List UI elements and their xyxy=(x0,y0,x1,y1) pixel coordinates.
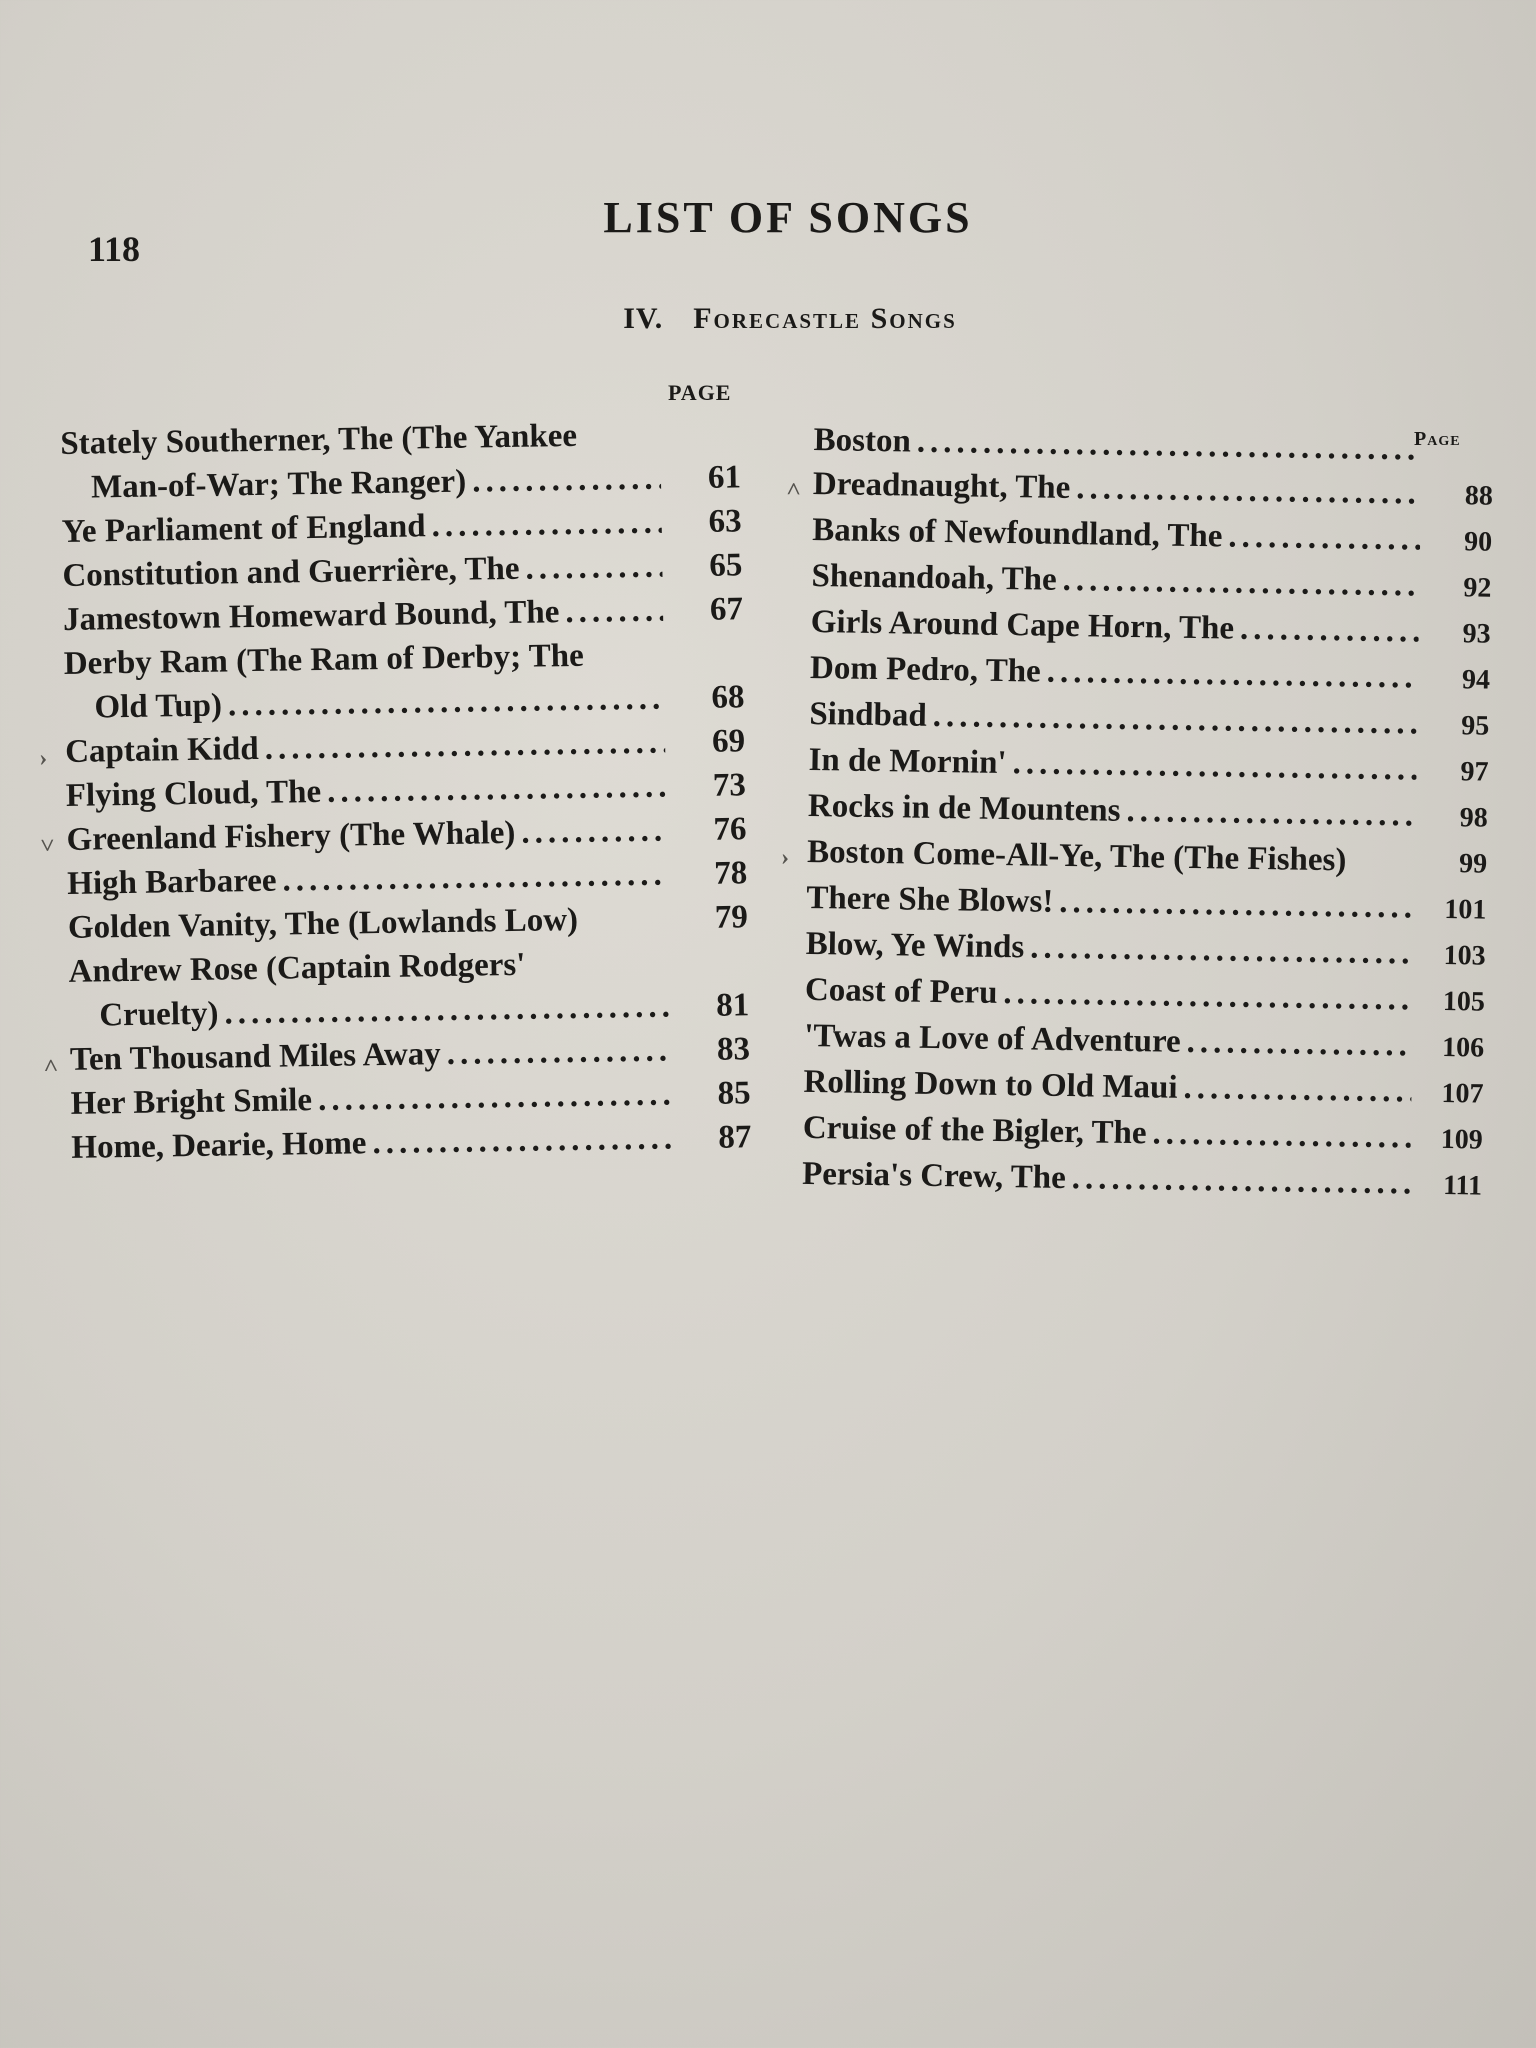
dot-leader xyxy=(318,1072,671,1122)
pencil-check-mark-icon: ˄ xyxy=(786,476,801,503)
dot-leader xyxy=(1030,925,1414,975)
song-page-number: 107 xyxy=(1441,1077,1484,1110)
song-page-number: 111 xyxy=(1442,1169,1483,1202)
song-title: Ten Thousand Miles Away xyxy=(69,1036,442,1078)
song-page-number: 65 xyxy=(709,547,743,584)
song-title: In de Mornin' xyxy=(808,741,1007,782)
song-title-part: Cruelty) xyxy=(99,995,219,1034)
song-entry xyxy=(71,1115,752,1170)
right-page-column-header: Page xyxy=(1414,428,1461,450)
right-song-list xyxy=(780,418,1494,1209)
section-numeral: IV. xyxy=(623,302,664,335)
song-title: Dreadnaught, The xyxy=(812,465,1071,507)
page-title: LIST OF SONGS xyxy=(603,193,973,242)
song-title: High Barbaree xyxy=(66,862,277,902)
song-title: Constitution and Guerrière, The xyxy=(62,550,520,594)
song-page-number: 109 xyxy=(1440,1123,1483,1156)
song-title: Banks of Newfoundland, The xyxy=(811,511,1223,555)
song-page-number: 97 xyxy=(1460,756,1489,788)
song-page-number: 79 xyxy=(714,899,749,936)
song-page-number: 69 xyxy=(711,723,746,760)
song-title: Jamestown Homeward Bound, The xyxy=(62,594,560,638)
song-page-number: 78 xyxy=(713,855,748,892)
song-page-number: 93 xyxy=(1462,618,1491,650)
song-title-part: Man-of-War; The Ranger) xyxy=(90,463,467,506)
song-page-number: 87 xyxy=(718,1119,752,1156)
song-page-number: 103 xyxy=(1443,939,1486,972)
song-page-number: 68 xyxy=(711,679,745,716)
dot-leader xyxy=(916,420,1421,472)
song-title: Shenandoah, The xyxy=(811,557,1057,598)
dot-leader xyxy=(1076,466,1421,515)
song-entry xyxy=(68,939,749,1038)
song-page-number: 76 xyxy=(713,811,747,848)
dot-leader xyxy=(932,694,1417,746)
song-title: Her Bright Smile xyxy=(70,1082,313,1122)
song-title: Ye Parliament of England xyxy=(61,508,426,550)
song-title: Rolling Down to Old Maui xyxy=(803,1063,1178,1106)
song-entry xyxy=(60,411,741,510)
dot-leader xyxy=(1059,880,1415,930)
dot-leader xyxy=(472,457,661,504)
song-title: Girls Around Cape Horn, The xyxy=(810,603,1235,647)
dot-leader xyxy=(521,809,667,855)
song-page-number: 63 xyxy=(708,503,742,540)
dot-leader xyxy=(224,985,669,1036)
song-title-part: Derby Ram (The Ram of Derby; The xyxy=(63,637,585,682)
song-title: Blow, Ye Winds xyxy=(805,925,1025,966)
song-page-number: 67 xyxy=(709,591,744,628)
song-page-number: 85 xyxy=(717,1075,751,1112)
dot-leader xyxy=(327,765,666,814)
song-page-number: 88 xyxy=(1464,480,1494,512)
dot-leader xyxy=(228,677,665,728)
song-entry xyxy=(802,1152,1483,1209)
dot-leader xyxy=(565,589,663,635)
dot-leader xyxy=(282,853,667,903)
section-heading xyxy=(0,302,1536,336)
song-page-number: 83 xyxy=(716,1031,751,1068)
dot-leader xyxy=(1003,971,1413,1021)
pencil-check-mark-icon: › xyxy=(39,745,48,772)
song-title: Sindbad xyxy=(809,695,928,734)
dot-leader xyxy=(1183,1066,1412,1114)
song-title: Boston Come-All-Ye, The (The Fishes) xyxy=(806,833,1347,879)
song-title: Persia's Crew, The xyxy=(801,1155,1067,1197)
left-song-list xyxy=(39,411,752,1170)
pencil-check-mark-icon: ˅ xyxy=(40,833,55,860)
pencil-check-mark-icon: ˄ xyxy=(43,1053,59,1080)
song-title-part: Andrew Rose (Captain Rodgers' xyxy=(68,946,526,990)
page-number: 118 xyxy=(88,229,141,269)
song-page-number: 90 xyxy=(1463,526,1493,558)
song-title: Dom Pedro, The xyxy=(809,649,1042,690)
dot-leader xyxy=(1062,558,1419,608)
song-title-part: Stately Southerner, The (The Yankee xyxy=(60,417,578,462)
song-title: Greenland Fishery (The Whale) xyxy=(66,814,516,858)
song-title: 'Twas a Love of Adventure xyxy=(804,1017,1181,1060)
song-title: Coast of Peru xyxy=(804,971,998,1011)
dot-leader xyxy=(1012,741,1417,791)
song-title: Golden Vanity, The (Lowlands Low) xyxy=(67,901,579,946)
dot-leader xyxy=(1228,515,1420,562)
dot-leader xyxy=(525,545,663,591)
song-title: Rocks in de Mountens xyxy=(807,787,1121,829)
song-title: Captain Kidd xyxy=(64,730,259,770)
song-page-number: 73 xyxy=(712,767,747,804)
song-title-part: Old Tup) xyxy=(94,687,223,726)
song-page-number: 61 xyxy=(707,459,742,496)
dot-leader xyxy=(1152,1111,1411,1159)
song-entry xyxy=(63,631,744,730)
dot-leader xyxy=(264,721,665,771)
song-page-number: 98 xyxy=(1459,802,1489,834)
song-page-number: 81 xyxy=(715,987,750,1024)
section-name: Forecastle Songs xyxy=(693,302,957,335)
song-title: Home, Dearie, Home xyxy=(71,1125,367,1166)
song-page-number: 92 xyxy=(1463,572,1492,604)
song-page-number: 99 xyxy=(1458,848,1488,880)
song-title: Cruise of the Bigler, The xyxy=(802,1109,1147,1152)
left-page-column-header: PAGE xyxy=(668,380,732,405)
dot-leader xyxy=(372,1116,672,1165)
song-title: Flying Cloud, The xyxy=(65,773,322,814)
song-page-number: 101 xyxy=(1444,893,1487,926)
dot-leader xyxy=(446,1028,670,1076)
song-page-number: 106 xyxy=(1441,1031,1485,1064)
dot-leader xyxy=(431,501,662,549)
song-page-number: 105 xyxy=(1442,985,1486,1018)
pencil-check-mark-icon: › xyxy=(780,844,790,871)
dot-leader xyxy=(1186,1020,1412,1068)
song-title: Boston xyxy=(813,421,912,460)
dot-leader xyxy=(1046,650,1418,700)
dot-leader xyxy=(1071,1156,1410,1205)
song-title: There She Blows! xyxy=(806,879,1054,920)
song-page-number: 94 xyxy=(1461,664,1491,696)
song-page-number: 95 xyxy=(1461,710,1490,742)
dot-leader xyxy=(1126,789,1416,838)
dot-leader xyxy=(1240,607,1419,654)
song-page-number xyxy=(1431,460,1493,461)
